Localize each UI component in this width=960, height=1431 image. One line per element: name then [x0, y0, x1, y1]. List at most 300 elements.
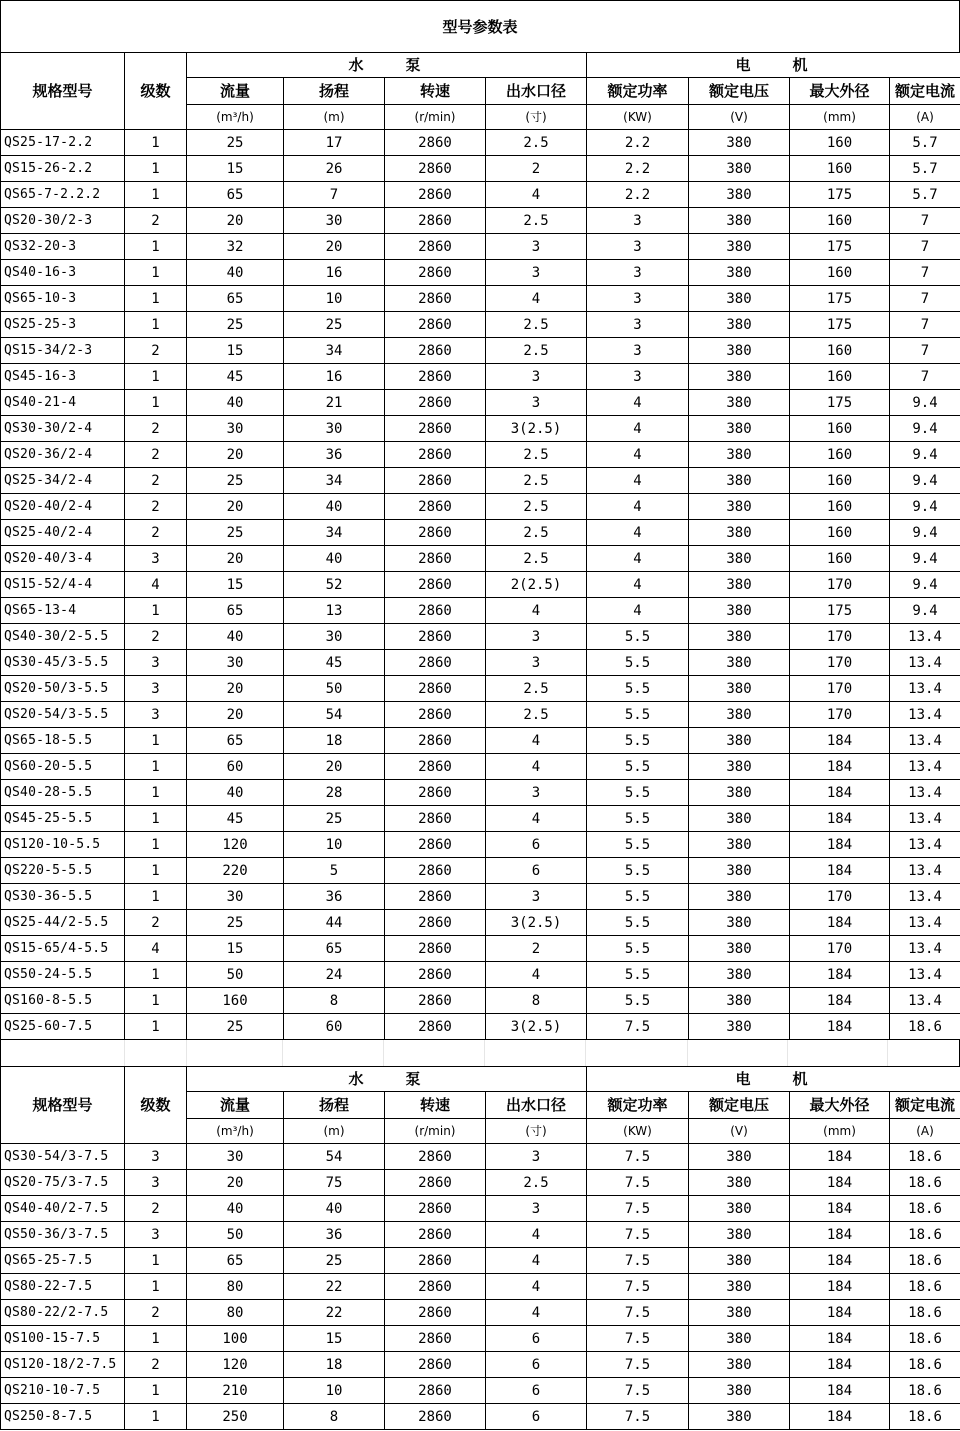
table-cell: 13.4 [890, 962, 960, 988]
table-cell: 16 [284, 364, 385, 390]
table-cell: 380 [689, 1352, 790, 1378]
cell-model: QS30-45/3-5.5 [1, 650, 125, 676]
header-column: 转速 [385, 1092, 486, 1119]
table-cell: 7.5 [587, 1170, 689, 1196]
cell-model: QS25-25-3 [1, 312, 125, 338]
spec-table-1 [0, 52, 960, 1040]
table-cell: 40 [284, 546, 385, 572]
table-cell: 18.6 [890, 1274, 960, 1300]
table-cell: 2860 [385, 832, 486, 858]
cell-model: QS20-40/2-4 [1, 494, 125, 520]
table-cell: 18.6 [890, 1144, 960, 1170]
table-row [1, 806, 960, 832]
table-cell: 3 [125, 546, 187, 572]
table-cell: 380 [689, 390, 790, 416]
table-row [1, 910, 960, 936]
cell-model: QS65-18-5.5 [1, 728, 125, 754]
table-cell: 6 [486, 1378, 587, 1404]
table-cell: 5.5 [587, 988, 689, 1014]
table-cell: 18.6 [890, 1300, 960, 1326]
table-cell: 2860 [385, 936, 486, 962]
table-cell: 2 [125, 1352, 187, 1378]
table-cell: 30 [284, 208, 385, 234]
table-cell: 2860 [385, 1326, 486, 1352]
table-row [1, 208, 960, 234]
header-column: 额定电流 [890, 1092, 960, 1119]
table-cell: 3 [486, 884, 587, 910]
table-cell: 3 [125, 650, 187, 676]
table-cell: 25 [284, 312, 385, 338]
header-unit: (A) [890, 105, 960, 130]
table-cell: 4 [486, 1300, 587, 1326]
cell-model: QS120-18/2-7.5 [1, 1352, 125, 1378]
cell-model: QS25-60-7.5 [1, 1014, 125, 1040]
table-cell: 2860 [385, 1144, 486, 1170]
table-cell: 13.4 [890, 858, 960, 884]
table-cell: 1 [125, 780, 187, 806]
table-cell: 28 [284, 780, 385, 806]
table-cell: 50 [187, 962, 284, 988]
table-cell: 2860 [385, 598, 486, 624]
table-cell: 380 [689, 858, 790, 884]
table-cell: 9.4 [890, 468, 960, 494]
table-cell: 3 [486, 780, 587, 806]
table-cell: 184 [790, 910, 890, 936]
cell-model: QS210-10-7.5 [1, 1378, 125, 1404]
table-cell: 2.5 [486, 312, 587, 338]
table-cell: 2860 [385, 650, 486, 676]
header-unit: (KW) [587, 105, 689, 130]
table-cell: 1 [125, 832, 187, 858]
table-cell: 2860 [385, 884, 486, 910]
table-cell: 210 [187, 1378, 284, 1404]
table-cell: 36 [284, 884, 385, 910]
header-unit: (m³/h) [187, 1119, 284, 1144]
table-row [1, 416, 960, 442]
table-cell: 80 [187, 1274, 284, 1300]
cell-model: QS25-17-2.2 [1, 130, 125, 156]
table-cell: 380 [689, 1378, 790, 1404]
table-row [1, 1222, 960, 1248]
table-cell: 2860 [385, 1404, 486, 1430]
table-cell: 2860 [385, 676, 486, 702]
cell-model: QS80-22/2-7.5 [1, 1300, 125, 1326]
table-cell: 380 [689, 234, 790, 260]
header-pump-group: 水 泵 [187, 1067, 587, 1092]
header-unit: (V) [689, 105, 790, 130]
table-cell: 7.5 [587, 1144, 689, 1170]
table-cell: 2860 [385, 572, 486, 598]
table-row [1, 156, 960, 182]
table-cell: 45 [284, 650, 385, 676]
table-cell: 175 [790, 234, 890, 260]
table-cell: 2860 [385, 520, 486, 546]
table-cell: 184 [790, 1196, 890, 1222]
table-cell: 7.5 [587, 1326, 689, 1352]
cell-model: QS15-65/4-5.5 [1, 936, 125, 962]
table-cell: 20 [187, 546, 284, 572]
header-model: 规格型号 [1, 53, 125, 130]
table-cell: 4 [486, 754, 587, 780]
table-cell: 380 [689, 650, 790, 676]
table-cell: 2 [125, 338, 187, 364]
table-cell: 380 [689, 832, 790, 858]
table-cell: 380 [689, 624, 790, 650]
table-row [1, 494, 960, 520]
table-row [1, 1196, 960, 1222]
cell-model: QS65-13-4 [1, 598, 125, 624]
header-motor-group: 电 机 [587, 53, 960, 78]
cell-model: QS60-20-5.5 [1, 754, 125, 780]
table-row [1, 702, 960, 728]
table-cell: 75 [284, 1170, 385, 1196]
table-cell: 175 [790, 598, 890, 624]
table-cell: 13.4 [890, 832, 960, 858]
table-cell: 20 [187, 676, 284, 702]
table-cell: 3 [587, 208, 689, 234]
table-cell: 4 [587, 520, 689, 546]
table-cell: 9.4 [890, 416, 960, 442]
table-cell: 4 [486, 728, 587, 754]
table-cell: 2 [125, 416, 187, 442]
table-cell: 184 [790, 1248, 890, 1274]
table-row [1, 754, 960, 780]
table-cell: 2860 [385, 260, 486, 286]
table-cell: 160 [790, 364, 890, 390]
table-cell: 5.7 [890, 182, 960, 208]
cell-model: QS20-75/3-7.5 [1, 1170, 125, 1196]
table-cell: 54 [284, 1144, 385, 1170]
table-cell: 2 [125, 442, 187, 468]
table-cell: 184 [790, 1352, 890, 1378]
table-cell: 380 [689, 130, 790, 156]
table-cell: 3(2.5) [486, 416, 587, 442]
table-cell: 8 [486, 988, 587, 1014]
table-cell: 3 [486, 1144, 587, 1170]
table-cell: 2.5 [486, 130, 587, 156]
table-cell: 380 [689, 364, 790, 390]
table-cell: 2860 [385, 442, 486, 468]
table-cell: 160 [790, 520, 890, 546]
table-cell: 80 [187, 1300, 284, 1326]
table-cell: 3 [486, 1196, 587, 1222]
table-cell: 4 [587, 494, 689, 520]
table-cell: 2860 [385, 208, 486, 234]
table-cell: 2860 [385, 364, 486, 390]
table-cell: 18.6 [890, 1378, 960, 1404]
table-cell: 3 [486, 260, 587, 286]
table-cell: 5.5 [587, 806, 689, 832]
table-cell: 184 [790, 988, 890, 1014]
table-cell: 16 [284, 260, 385, 286]
table-cell: 1 [125, 1326, 187, 1352]
table-cell: 380 [689, 520, 790, 546]
table-cell: 4 [587, 416, 689, 442]
table-row [1, 442, 960, 468]
table-cell: 4 [125, 936, 187, 962]
table-cell: 40 [187, 780, 284, 806]
table-cell: 380 [689, 1222, 790, 1248]
table-cell: 2860 [385, 494, 486, 520]
table-cell: 2860 [385, 286, 486, 312]
table-cell: 5.5 [587, 702, 689, 728]
table-cell: 380 [689, 1326, 790, 1352]
header-pump-group: 水 泵 [187, 53, 587, 78]
table-cell: 1 [125, 598, 187, 624]
table-cell: 1 [125, 312, 187, 338]
table-cell: 2.2 [587, 182, 689, 208]
table-cell: 380 [689, 780, 790, 806]
spec-table-1-body [1, 53, 960, 1040]
table-cell: 2860 [385, 156, 486, 182]
table-cell: 160 [790, 338, 890, 364]
table-cell: 380 [689, 910, 790, 936]
table-cell: 380 [689, 312, 790, 338]
table-cell: 6 [486, 832, 587, 858]
cell-model: QS20-54/3-5.5 [1, 702, 125, 728]
table-row [1, 728, 960, 754]
table-cell: 7 [890, 312, 960, 338]
table-cell: 4 [587, 598, 689, 624]
table-cell: 2860 [385, 1274, 486, 1300]
table-cell: 184 [790, 1274, 890, 1300]
table-cell: 2860 [385, 546, 486, 572]
table-cell: 3 [587, 260, 689, 286]
table-cell: 65 [187, 598, 284, 624]
table-row [1, 988, 960, 1014]
table-cell: 2860 [385, 1196, 486, 1222]
cell-model: QS40-30/2-5.5 [1, 624, 125, 650]
table-cell: 32 [187, 234, 284, 260]
table-cell: 184 [790, 1014, 890, 1040]
table-cell: 170 [790, 884, 890, 910]
table-cell: 3 [486, 390, 587, 416]
header-unit: (r/min) [385, 105, 486, 130]
table-cell: 7 [890, 260, 960, 286]
header-column: 流量 [187, 78, 284, 105]
table-cell: 9.4 [890, 520, 960, 546]
table-cell: 18.6 [890, 1352, 960, 1378]
table-cell: 5.5 [587, 754, 689, 780]
table-cell: 4 [587, 390, 689, 416]
cell-model: QS32-20-3 [1, 234, 125, 260]
table-cell: 20 [187, 208, 284, 234]
table-cell: 40 [187, 1196, 284, 1222]
table-cell: 380 [689, 936, 790, 962]
cell-model: QS15-26-2.2 [1, 156, 125, 182]
header-column: 最大外径 [790, 1092, 890, 1119]
cell-model: QS15-34/2-3 [1, 338, 125, 364]
table-cell: 13.4 [890, 702, 960, 728]
table-cell: 2.5 [486, 676, 587, 702]
table-cell: 7.5 [587, 1196, 689, 1222]
table-cell: 20 [284, 234, 385, 260]
header-column: 最大外径 [790, 78, 890, 105]
table-cell: 175 [790, 182, 890, 208]
table-cell: 2860 [385, 312, 486, 338]
header-column: 额定功率 [587, 78, 689, 105]
table-row [1, 1352, 960, 1378]
cell-model: QS30-54/3-7.5 [1, 1144, 125, 1170]
table-cell: 2 [125, 910, 187, 936]
table-cell: 13 [284, 598, 385, 624]
table-row [1, 936, 960, 962]
table-cell: 1 [125, 390, 187, 416]
table-cell: 8 [284, 1404, 385, 1430]
table-cell: 380 [689, 1170, 790, 1196]
table-cell: 30 [187, 1144, 284, 1170]
table-cell: 60 [187, 754, 284, 780]
table-cell: 380 [689, 1014, 790, 1040]
table-cell: 2.5 [486, 208, 587, 234]
table-cell: 26 [284, 156, 385, 182]
table-gap [0, 1040, 960, 1066]
cell-model: QS65-10-3 [1, 286, 125, 312]
table-cell: 170 [790, 936, 890, 962]
header-stages: 级数 [125, 1067, 187, 1144]
table-cell: 184 [790, 806, 890, 832]
table-cell: 20 [187, 1170, 284, 1196]
table-cell: 18.6 [890, 1014, 960, 1040]
table-cell: 7.5 [587, 1378, 689, 1404]
table-cell: 13.4 [890, 676, 960, 702]
table-cell: 2860 [385, 1352, 486, 1378]
table-cell: 175 [790, 286, 890, 312]
table-row [1, 260, 960, 286]
table-cell: 34 [284, 338, 385, 364]
table-cell: 2860 [385, 624, 486, 650]
table-cell: 17 [284, 130, 385, 156]
table-cell: 9.4 [890, 572, 960, 598]
table-cell: 2860 [385, 1378, 486, 1404]
table-cell: 3 [125, 1144, 187, 1170]
table-cell: 2860 [385, 1014, 486, 1040]
spec-table-2-body [1, 1067, 960, 1430]
table-cell: 1 [125, 260, 187, 286]
table-cell: 5.5 [587, 962, 689, 988]
cell-model: QS40-16-3 [1, 260, 125, 286]
table-cell: 24 [284, 962, 385, 988]
table-cell: 2860 [385, 858, 486, 884]
table-cell: 184 [790, 780, 890, 806]
table-cell: 1 [125, 806, 187, 832]
table-cell: 4 [587, 572, 689, 598]
table-cell: 15 [187, 156, 284, 182]
header-unit: (A) [890, 1119, 960, 1144]
spec-table-2 [0, 1066, 960, 1430]
table-row [1, 312, 960, 338]
header-column: 额定功率 [587, 1092, 689, 1119]
table-row [1, 624, 960, 650]
table-row [1, 390, 960, 416]
table-row [1, 884, 960, 910]
table-cell: 40 [284, 1196, 385, 1222]
table-row [1, 598, 960, 624]
table-cell: 50 [284, 676, 385, 702]
table-row [1, 520, 960, 546]
table-cell: 220 [187, 858, 284, 884]
table-cell: 380 [689, 598, 790, 624]
table-cell: 5.5 [587, 676, 689, 702]
table-cell: 3 [587, 338, 689, 364]
cell-model: QS30-30/2-4 [1, 416, 125, 442]
table-cell: 30 [284, 416, 385, 442]
table-cell: 13.4 [890, 936, 960, 962]
table-row [1, 1144, 960, 1170]
table-row [1, 1274, 960, 1300]
table-cell: 65 [187, 1248, 284, 1274]
table-cell: 1 [125, 234, 187, 260]
table-cell: 160 [790, 546, 890, 572]
table-cell: 25 [284, 806, 385, 832]
table-cell: 18.6 [890, 1326, 960, 1352]
table-cell: 1 [125, 858, 187, 884]
table-cell: 65 [187, 728, 284, 754]
cell-model: QS65-25-7.5 [1, 1248, 125, 1274]
table-cell: 54 [284, 702, 385, 728]
header-motor-group: 电 机 [587, 1067, 960, 1092]
table-cell: 22 [284, 1300, 385, 1326]
table-cell: 2860 [385, 806, 486, 832]
table-cell: 160 [790, 130, 890, 156]
table-cell: 175 [790, 390, 890, 416]
table-row [1, 234, 960, 260]
table-cell: 9.4 [890, 390, 960, 416]
table-cell: 380 [689, 1274, 790, 1300]
table-cell: 20 [187, 494, 284, 520]
table-row [1, 676, 960, 702]
header-column: 流量 [187, 1092, 284, 1119]
table-cell: 380 [689, 728, 790, 754]
table-row [1, 858, 960, 884]
table-cell: 30 [187, 416, 284, 442]
table-cell: 380 [689, 182, 790, 208]
table-cell: 1 [125, 286, 187, 312]
table-cell: 7 [284, 182, 385, 208]
table-cell: 184 [790, 1404, 890, 1430]
table-cell: 5.5 [587, 728, 689, 754]
table-cell: 7.5 [587, 1222, 689, 1248]
table-cell: 380 [689, 156, 790, 182]
table-cell: 4 [125, 572, 187, 598]
table-cell: 1 [125, 728, 187, 754]
table-cell: 2860 [385, 1300, 486, 1326]
table-cell: 380 [689, 1300, 790, 1326]
table-cell: 184 [790, 754, 890, 780]
table-cell: 380 [689, 338, 790, 364]
table-cell: 1 [125, 1014, 187, 1040]
cell-model: QS15-52/4-4 [1, 572, 125, 598]
table-cell: 4 [587, 468, 689, 494]
table-cell: 5.5 [587, 832, 689, 858]
table-row [1, 1170, 960, 1196]
table-cell: 2860 [385, 754, 486, 780]
table-cell: 120 [187, 832, 284, 858]
table-cell: 2860 [385, 416, 486, 442]
table-cell: 30 [187, 884, 284, 910]
table-cell: 2860 [385, 910, 486, 936]
table-cell: 170 [790, 650, 890, 676]
header-column: 额定电流 [890, 78, 960, 105]
table-cell: 380 [689, 1196, 790, 1222]
table-cell: 5.5 [587, 910, 689, 936]
table-cell: 2860 [385, 390, 486, 416]
table-cell: 170 [790, 624, 890, 650]
table-cell: 21 [284, 390, 385, 416]
table-cell: 4 [486, 286, 587, 312]
cell-model: QS20-30/2-3 [1, 208, 125, 234]
table-cell: 2860 [385, 1248, 486, 1274]
